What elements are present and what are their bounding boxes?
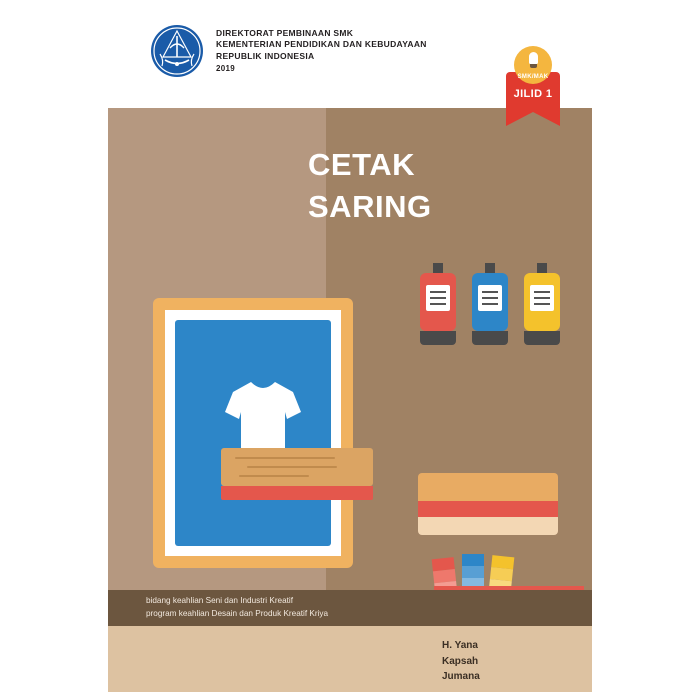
- ink-bottle-yellow: [524, 263, 560, 345]
- bottle-label: [478, 285, 502, 311]
- sponge-middle: [418, 501, 558, 517]
- squeegee-blade: [221, 486, 373, 500]
- cover-body: [108, 108, 592, 692]
- bottom-band: [108, 626, 592, 692]
- page-title: [308, 144, 432, 228]
- sponge-block: [418, 473, 558, 535]
- publisher-line-1: DIREKTORAT PEMBINAAN SMK: [216, 28, 354, 38]
- bottle-base: [524, 331, 560, 345]
- book-cover: [108, 8, 592, 692]
- screen-printing-frame: [153, 298, 353, 568]
- author-3: Jumana: [442, 671, 480, 682]
- author-1: H. Yana: [442, 640, 478, 651]
- bottle-label: [426, 285, 450, 311]
- tut-wuri-handayani-logo: [150, 24, 204, 78]
- publication-year: 2019: [216, 64, 235, 74]
- ink-bottle-blue: [472, 263, 508, 345]
- badge-volume: JILID 1: [513, 88, 553, 100]
- lightbulb-icon: [529, 52, 538, 64]
- author-2: Kapsah: [442, 655, 479, 667]
- publisher-line-3: REPUBLIK INDONESIA: [216, 50, 315, 61]
- squeegee-handle: [221, 448, 373, 486]
- bottle-label: [530, 285, 554, 311]
- ink-bottle-red: [420, 263, 456, 345]
- field-line-2: program keahlian Desain dan Produk Kreatif Kriya: [146, 608, 329, 618]
- publisher-info: [216, 28, 427, 75]
- publisher-line-2: KEMENTERIAN PENDIDIKAN DAN KEBUDAYAAN: [216, 39, 427, 50]
- field-line-1: bidang keahlian Seni dan Industri Kreatif: [146, 596, 294, 605]
- bottle-base: [472, 331, 508, 345]
- title-line-2: SARING: [308, 188, 432, 224]
- lightbulb-base: [530, 64, 537, 68]
- sponge-top: [418, 473, 558, 501]
- title-line-1: CETAK: [308, 147, 415, 182]
- field-of-study-band: [108, 590, 592, 626]
- sponge-bottom: [418, 517, 558, 535]
- author-list: [442, 638, 480, 685]
- bottle-base: [420, 331, 456, 345]
- volume-badge: [498, 46, 568, 132]
- field-of-study-text: [146, 595, 328, 620]
- badge-level: SMK/MAK: [517, 74, 549, 80]
